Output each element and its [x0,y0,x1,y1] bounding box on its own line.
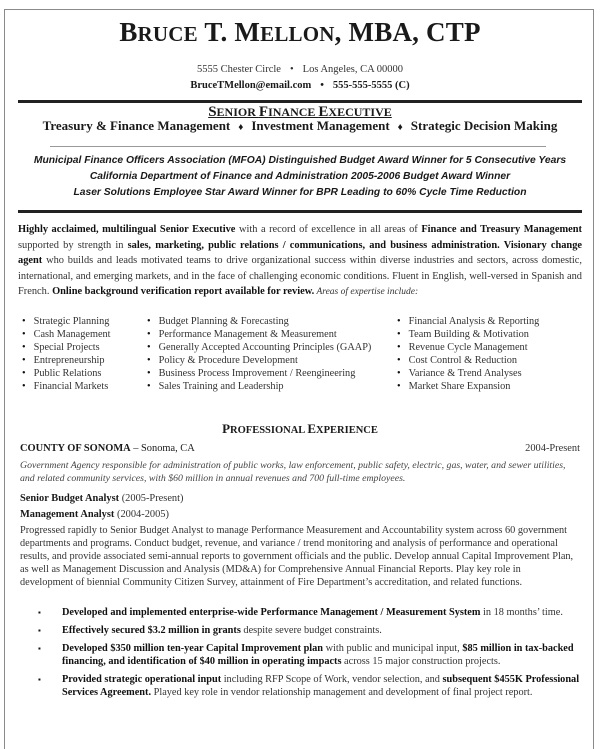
skill: • Team Building & Motivation [397,328,586,341]
award: Municipal Finance Officers Association (MFOA) Distinguished Budget Award Winner for 5 Consecutive Years [33,155,567,166]
skill: • Business Process Improvement / Reengineering [147,367,397,380]
achievements [38,606,582,704]
skills-column [397,315,586,394]
skill: • Revenue Cycle Management [397,341,586,354]
award: California Department of Finance and Administration 2005-2006 Budget Award Winner [89,171,511,182]
job-dates: 2004-Present [525,443,580,454]
address-line: 5555 Chester Circle • Los Angeles, CA 00000 [196,64,403,75]
skill: • Generally Accepted Accounting Principles (GAAP) [147,341,397,354]
skill: • Variance & Trend Analyses [397,367,586,380]
achievement: ▪ Developed and implemented enterprise-wide Performance Management / Measurement System in 18 months’ time. [38,606,582,619]
job-titles [20,491,183,522]
job-title: Management Analyst (2004-2005) [20,508,169,520]
achievement: ▪ Effectively secured $3.2 million in grants despite severe budget constraints. [38,624,582,637]
phone: 555-555-5555 (C) [332,80,410,91]
award: Laser Solutions Employee Star Award Winner for BPR Leading to 60% Cycle Time Reduction [73,187,527,198]
skill: • Cost Control & Reduction [397,354,586,367]
employer: COUNTY OF SONOMA [20,443,131,454]
skill: • Budget Planning & Forecasting [147,315,397,328]
skills-column [147,315,397,394]
section-heading-experience: PROFESSIONAL EXPERIENCE [222,421,378,436]
employer-description: Government Agency responsible for administration of public works, law enforcement, public safety, electric, gas, water, and sewer utilities, and related community services, with $60 million in annual revenues and 700 full-time employees. [20,460,566,484]
divider [18,100,582,103]
contact-line: BruceTMellon@email.com • 555-555-5555 (C) [190,80,410,91]
skill: • Policy & Procedure Development [147,354,397,367]
skills-column [22,315,147,394]
skill: • Sales Training and Leadership [147,380,397,393]
headline: SENIOR FINANCE EXECUTIVE [208,104,392,120]
achievement: ▪ Developed $350 million ten-year Capital Improvement plan with public and municipal input, $85 million in tax-backed financing, and identification of $40 million in operating impacts across 15 major construction projects. [38,642,582,668]
skill: • Cash Management [22,328,147,341]
employer-line: COUNTY OF SONOMA – Sonoma, CA 2004-Present [20,443,580,454]
focus-areas: Treasury & Finance Management ♦ Investment Management ♦ Strategic Decision Making [42,118,558,133]
skill: • Performance Management & Measurement [147,328,397,341]
job-summary: Progressed rapidly to Senior Budget Analyst to manage Performance Measurement and Accountability system across 60 government departments and programs. Conduct budget, revenue, and variance / trend monitoring and analysis of performance and operational results, and provide associated semi-annual reports to government officials and the public. Develop annual Capital Improvement Plan, as well as Management Discussion and Analysis (MD&A) for Comprehensive Annual Financial Reports. Play key role in development of biennial Community Citizen Survey, attainment of Fire Department’s accreditation, and related functions. [20,525,574,588]
divider [50,146,546,147]
skills-list [22,315,586,394]
skill: • Entrepreneurship [22,354,147,367]
skill: • Financial Markets [22,380,147,393]
divider [18,210,582,213]
skill: • Market Share Expansion [397,380,586,393]
skill: • Financial Analysis & Reporting [397,315,586,328]
skill: • Strategic Planning [22,315,147,328]
candidate-name: BRUCE T. MELLON, MBA, CTP [119,17,481,47]
awards [0,153,600,201]
email[interactable]: BruceTMellon@email.com [190,80,312,91]
job-title: Senior Budget Analyst (2005-Present) [20,493,184,504]
skill: • Special Projects [22,341,147,354]
summary: Highly acclaimed, multilingual Senior Executive with a record of excellence in all areas of Finance and Treasury Management supported by strength in sales, marketing, public relations / communications, and business administration. Visionary change agent who builds and leads motivated teams to drive organizational success within diverse industries and sectors, across domestic, international, and emerging markets, and in the face of challenging economic conditions. Fluent in English, well-versed in Spanish and French. Online background verification report available for review. Areas of expertise include: [18,224,582,298]
skill: • Public Relations [22,367,147,380]
achievement: ▪ Provided strategic operational input including RFP Scope of Work, vendor selection, and subsequent $455K Professional Services Agreement. Played key role in vendor relationship management and development of final project report. [38,673,582,699]
